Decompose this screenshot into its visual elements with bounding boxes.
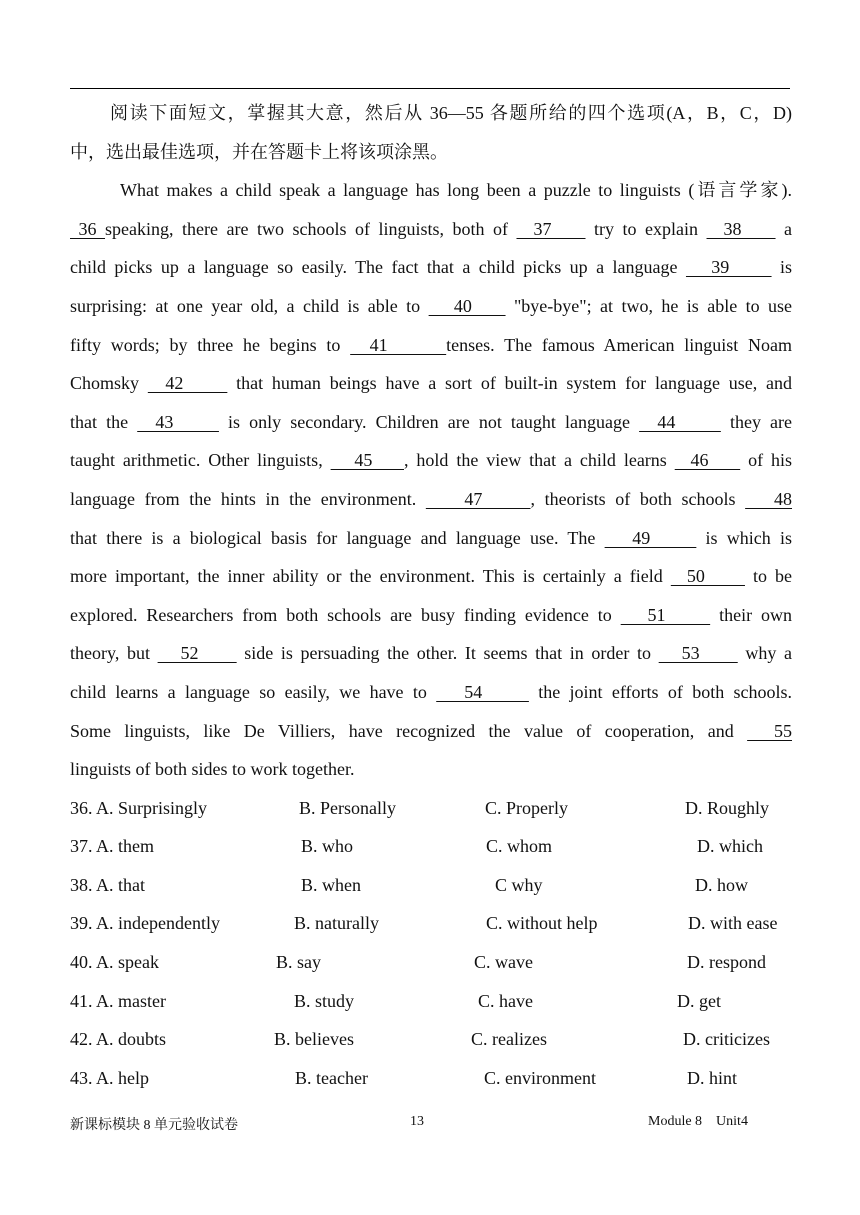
blank-52[interactable]: 52 — [157, 643, 237, 664]
option-a[interactable]: 36. A. Surprisingly — [70, 797, 208, 818]
footer-module: Module 8 Unit4 — [648, 1114, 748, 1129]
option-a[interactable]: 42. A. doubts — [70, 1029, 167, 1050]
blank-48[interactable]: 48 — [745, 488, 793, 509]
passage-text: , hold the view that a child learns — [404, 450, 675, 471]
passage-text: speaking, there are two schools of linguists, both of — [105, 218, 517, 239]
option-d[interactable]: D. respond — [687, 952, 766, 973]
option-a[interactable]: 40. A. speak — [70, 952, 159, 973]
passage-text: that the — [70, 411, 138, 432]
passage-text: a — [775, 218, 793, 239]
option-d[interactable]: D. get — [677, 990, 721, 1011]
passage-text: why a — [737, 643, 792, 664]
passage-text: the joint efforts of both schools. — [528, 681, 793, 702]
passage-line-10 — [70, 519, 792, 558]
option-c[interactable]: C. without help — [486, 913, 598, 934]
blank-38[interactable]: 38 — [706, 218, 776, 239]
blank-43[interactable]: 43 — [137, 411, 219, 432]
option-b[interactable]: B. believes — [274, 1029, 354, 1050]
passage-text: of his — [740, 450, 793, 471]
passage-line-4 — [70, 287, 792, 326]
blank-41[interactable]: 41 — [350, 334, 447, 355]
blank-40[interactable]: 40 — [428, 295, 506, 316]
passage-line-12 — [70, 596, 792, 635]
passage-text: try to explain — [585, 218, 707, 239]
question-43 — [70, 1059, 792, 1098]
passage-text: their own — [710, 604, 793, 625]
header-rule — [70, 88, 790, 89]
passage-text: language from the hints in the environment. — [70, 488, 426, 509]
passage-text: that human beings have a sort of built-in system for language use, and — [227, 373, 792, 394]
passage-text: is only secondary. Children are not taught language — [218, 411, 640, 432]
blank-47[interactable]: 47 — [425, 488, 531, 509]
instructions-line-1: 阅读下面短文，掌握其大意，然后从 36—55 各题所给的四个选项(A，B，C，D) — [110, 103, 792, 123]
passage-text: that there is a biological basis for language and language use. The — [70, 527, 605, 548]
passage-text: theory, but — [70, 643, 158, 664]
passage-line-3 — [70, 248, 792, 287]
question-40 — [70, 943, 792, 982]
option-c[interactable]: C. environment — [484, 1067, 596, 1088]
option-c[interactable]: C. wave — [474, 952, 533, 973]
option-b[interactable]: B. when — [301, 874, 361, 895]
question-39 — [70, 904, 792, 943]
passage-text: fifty words; by three he begins to — [70, 334, 351, 355]
question-41 — [70, 982, 792, 1021]
option-d[interactable]: D. how — [695, 874, 748, 895]
option-c[interactable]: C. Properly — [485, 797, 568, 818]
passage-text: is — [771, 257, 792, 278]
passage-line-13 — [70, 634, 792, 673]
blank-50[interactable]: 50 — [670, 566, 745, 587]
blank-55[interactable]: 55 — [747, 720, 792, 741]
passage-line-7 — [70, 403, 792, 442]
option-b[interactable]: B. who — [301, 836, 354, 857]
passage-text: "bye-bye"; at two, he is able to use — [505, 295, 793, 316]
option-d[interactable]: D. Roughly — [685, 797, 770, 818]
passage-line-5 — [70, 326, 792, 365]
blank-46[interactable]: 46 — [674, 450, 741, 471]
question-36 — [70, 789, 792, 828]
passage-text: child learns a language so easily, we have to — [70, 681, 437, 702]
passage-text: more important, the inner ability or the environment. This is certainly a field — [70, 566, 671, 587]
passage-text: tenses. The famous American linguist Noam — [446, 334, 793, 355]
blank-53[interactable]: 53 — [658, 643, 738, 664]
passage-text: Chomsky — [70, 373, 148, 394]
blank-37[interactable]: 37 — [516, 218, 586, 239]
option-b[interactable]: B. naturally — [294, 913, 379, 934]
blank-51[interactable]: 51 — [620, 604, 711, 625]
passage-text: child picks up a language so easily. The fact that a child picks up a language — [70, 257, 686, 278]
passage-text: , theorists of both schools — [530, 488, 746, 509]
option-a[interactable]: 38. A. that — [70, 874, 145, 895]
blank-44[interactable]: 44 — [639, 411, 721, 432]
passage-line-8 — [70, 441, 792, 480]
option-a[interactable]: 43. A. help — [70, 1067, 149, 1088]
passage-text: explored. Researchers from both schools are busy finding evidence to — [70, 604, 621, 625]
option-c[interactable]: C why — [495, 874, 543, 895]
passage-line-16: linguists of both sides to work together. — [70, 759, 355, 780]
question-37 — [70, 827, 792, 866]
option-a[interactable]: 37. A. them — [70, 836, 154, 857]
passage-line-9 — [70, 480, 792, 519]
passage-text: Some linguists, like De Villiers, have recognized the value of cooperation, and — [70, 720, 748, 741]
passage-line-1: What makes a child speak a language has long been a puzzle to linguists (语言学家). — [120, 180, 792, 201]
question-38 — [70, 866, 792, 905]
footer-page-number: 13 — [410, 1114, 424, 1129]
option-b[interactable]: B. teacher — [295, 1067, 368, 1088]
passage-text: to be — [744, 566, 793, 587]
option-a[interactable]: 39. A. independently — [70, 913, 220, 934]
passage-line-15 — [70, 712, 792, 751]
blank-42[interactable]: 42 — [147, 373, 228, 394]
blank-45[interactable]: 45 — [330, 450, 404, 471]
blank-49[interactable]: 49 — [604, 527, 697, 548]
passage-text: side is persuading the other. It seems that in order to — [236, 643, 659, 664]
option-c[interactable]: C. realizes — [471, 1029, 547, 1050]
blank-36[interactable]: 36 — [70, 218, 106, 239]
option-a[interactable]: 41. A. master — [70, 990, 166, 1011]
blank-39[interactable]: 39 — [685, 257, 772, 278]
blank-54[interactable]: 54 — [436, 681, 529, 702]
option-d[interactable]: D. criticizes — [683, 1029, 770, 1050]
question-42 — [70, 1020, 792, 1059]
passage-line-14 — [70, 673, 792, 712]
option-b[interactable]: B. Personally — [299, 797, 396, 818]
option-c[interactable]: C. whom — [486, 836, 553, 857]
option-b[interactable]: B. say — [276, 952, 321, 973]
passage-line-2 — [70, 210, 792, 249]
passage-line-6 — [70, 364, 792, 403]
passage-text: surprising: at one year old, a child is able to — [70, 295, 429, 316]
option-d[interactable]: D. with ease — [688, 913, 778, 934]
option-d[interactable]: D. hint — [687, 1067, 738, 1088]
passage-text: they are — [720, 411, 793, 432]
passage-text: is which is — [696, 527, 792, 548]
option-b[interactable]: B. study — [294, 990, 355, 1011]
passage-line-11 — [70, 557, 792, 596]
passage-text: taught arithmetic. Other linguists, — [70, 450, 331, 471]
exam-page — [70, 94, 792, 1097]
option-c[interactable]: C. have — [478, 990, 533, 1011]
option-d[interactable]: D. which — [697, 836, 763, 857]
footer-title: 新课标模块 8 单元验收试卷 — [70, 1118, 238, 1133]
instructions-line-2: 中，选出最佳选项，并在答题卡上将该项涂黑。 — [70, 141, 448, 162]
